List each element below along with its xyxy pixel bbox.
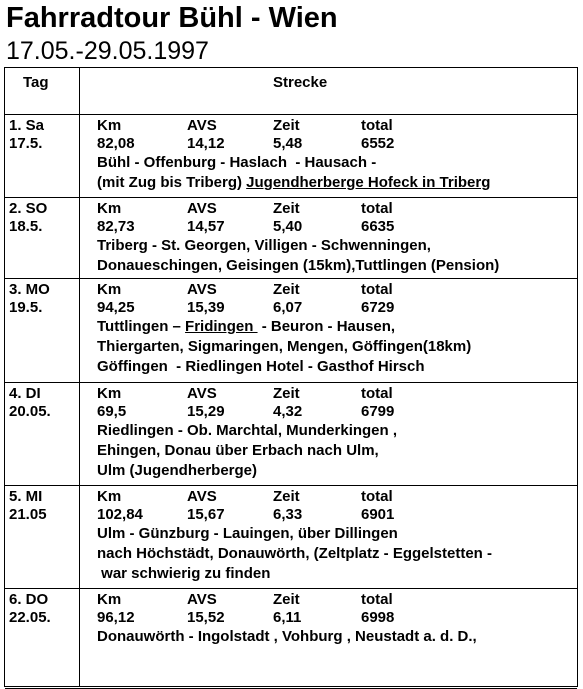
page-title: Fahrradtour Bühl - Wien — [6, 2, 338, 34]
day-row — [5, 382, 577, 486]
header-tag: Tag — [23, 74, 49, 91]
route-segment: Göffingen - Riedlingen Hotel - Gasthof Hirsch — [97, 358, 425, 375]
route-line — [97, 236, 499, 256]
day-name: 6. DO — [9, 591, 49, 608]
route-text — [97, 421, 397, 481]
stat-label-zeit: Zeit — [273, 117, 300, 134]
route-segment: - Beuron - Hausen, — [257, 318, 396, 335]
stat-value-km: 69,5 — [97, 403, 127, 420]
route-line — [97, 441, 397, 461]
stat-label-total: total — [361, 200, 393, 217]
stat-value-zeit: 5,40 — [273, 218, 303, 235]
route-underlined-segment: Jugendherberge Hofeck in Triberg — [246, 174, 491, 191]
stat-value-avs: 15,52 — [187, 609, 225, 626]
stat-value-total: 6552 — [361, 135, 395, 152]
stat-label-km: Km — [97, 591, 122, 608]
route-segment: Triberg - St. Georgen, Villigen - Schwenningen, — [97, 237, 431, 254]
stat-label-total: total — [361, 385, 393, 402]
tour-table — [4, 67, 578, 687]
day-row — [5, 197, 577, 279]
stat-label-avs: AVS — [187, 591, 217, 608]
day-label — [9, 117, 44, 153]
route-underlined-segment: Fridingen — [185, 318, 258, 335]
route-text — [97, 524, 492, 584]
stat-label-km: Km — [97, 200, 122, 217]
stat-value-km: 82,08 — [97, 135, 135, 152]
stat-value-km: 96,12 — [97, 609, 135, 626]
stat-label-zeit: Zeit — [273, 385, 300, 402]
day-row — [5, 588, 577, 689]
route-segment: Bühl - Offenburg - Haslach - Hausach - — [97, 154, 377, 171]
stat-value-avs: 15,29 — [187, 403, 225, 420]
route-line — [97, 544, 492, 564]
day-name: 4. DI — [9, 385, 41, 402]
route-text — [97, 236, 499, 276]
day-label — [9, 385, 51, 421]
day-date: 21.05 — [9, 506, 47, 523]
stat-label-total: total — [361, 117, 393, 134]
day-name: 1. Sa — [9, 117, 45, 134]
stat-label-zeit: Zeit — [273, 591, 300, 608]
route-line — [97, 564, 492, 584]
route-segment: Tuttlingen – — [97, 318, 186, 335]
stat-value-km: 94,25 — [97, 299, 135, 316]
stat-label-km: Km — [97, 385, 122, 402]
route-line — [97, 524, 492, 544]
route-line — [97, 461, 397, 481]
day-date: 20.05. — [9, 403, 51, 420]
route-line — [97, 357, 471, 377]
route-segment: (mit Zug bis Triberg) — [97, 174, 247, 191]
stat-value-total: 6998 — [361, 609, 395, 626]
route-text — [97, 153, 490, 193]
route-text — [97, 317, 471, 377]
route-line — [97, 421, 397, 441]
stat-label-total: total — [361, 591, 393, 608]
stat-label-zeit: Zeit — [273, 488, 300, 505]
stat-label-km: Km — [97, 488, 122, 505]
stat-label-avs: AVS — [187, 488, 217, 505]
day-name: 5. MI — [9, 488, 43, 505]
stat-value-avs: 14,57 — [187, 218, 225, 235]
stat-value-total: 6901 — [361, 506, 395, 523]
route-line — [97, 256, 499, 276]
route-segment: war schwierig zu finden — [97, 565, 271, 582]
stat-value-km: 82,73 — [97, 218, 135, 235]
route-segment: Donauwörth - Ingolstadt , Vohburg , Neustadt a. d. D., — [97, 628, 477, 645]
route-line — [97, 153, 490, 173]
stat-value-total: 6729 — [361, 299, 395, 316]
stat-label-total: total — [361, 281, 393, 298]
stat-label-avs: AVS — [187, 200, 217, 217]
day-row — [5, 485, 577, 589]
table-header — [5, 68, 577, 115]
route-line — [97, 337, 471, 357]
route-segment: Ulm - Günzburg - Lauingen, über Dillingen — [97, 525, 398, 542]
stat-label-avs: AVS — [187, 117, 217, 134]
stat-value-total: 6635 — [361, 218, 395, 235]
stat-value-zeit: 6,07 — [273, 299, 303, 316]
trip-dates: 17.05.-29.05.1997 — [6, 37, 209, 65]
route-segment: Ulm (Jugendherberge) — [97, 462, 258, 479]
route-line — [97, 627, 477, 647]
stat-label-zeit: Zeit — [273, 200, 300, 217]
day-date: 18.5. — [9, 218, 43, 235]
route-line — [97, 173, 490, 193]
day-name: 2. SO — [9, 200, 48, 217]
day-label — [9, 488, 47, 524]
stat-value-zeit: 4,32 — [273, 403, 303, 420]
stat-value-total: 6799 — [361, 403, 395, 420]
stat-label-km: Km — [97, 281, 122, 298]
stat-label-total: total — [361, 488, 393, 505]
stat-value-zeit: 6,33 — [273, 506, 303, 523]
stat-label-avs: AVS — [187, 281, 217, 298]
stat-label-zeit: Zeit — [273, 281, 300, 298]
route-text — [97, 627, 477, 647]
route-segment: Ehingen, Donau über Erbach nach Ulm, — [97, 442, 379, 459]
day-date: 17.5. — [9, 135, 43, 152]
day-date: 19.5. — [9, 299, 43, 316]
day-date: 22.05. — [9, 609, 51, 626]
stat-value-avs: 15,67 — [187, 506, 225, 523]
day-name: 3. MO — [9, 281, 50, 298]
route-segment: Thiergarten, Sigmaringen, Mengen, Göffingen(18km) — [97, 338, 472, 355]
day-label — [9, 591, 51, 627]
stat-label-avs: AVS — [187, 385, 217, 402]
stat-value-km: 102,84 — [97, 506, 143, 523]
day-row — [5, 278, 577, 383]
stat-value-zeit: 6,11 — [273, 609, 302, 626]
day-label — [9, 281, 50, 317]
stat-label-km: Km — [97, 117, 122, 134]
header-strecke: Strecke — [273, 74, 328, 91]
day-label — [9, 200, 47, 236]
stat-value-avs: 14,12 — [187, 135, 225, 152]
day-row — [5, 114, 577, 198]
stat-value-avs: 15,39 — [187, 299, 225, 316]
route-segment: Riedlingen - Ob. Marchtal, Munderkingen , — [97, 422, 398, 439]
route-line — [97, 317, 471, 337]
stat-value-zeit: 5,48 — [273, 135, 303, 152]
route-segment: Donaueschingen, Geisingen (15km),Tuttlingen (Pension) — [97, 257, 500, 274]
route-segment: nach Höchstädt, Donauwörth, (Zeltplatz - Eggelstetten - — [97, 545, 493, 562]
